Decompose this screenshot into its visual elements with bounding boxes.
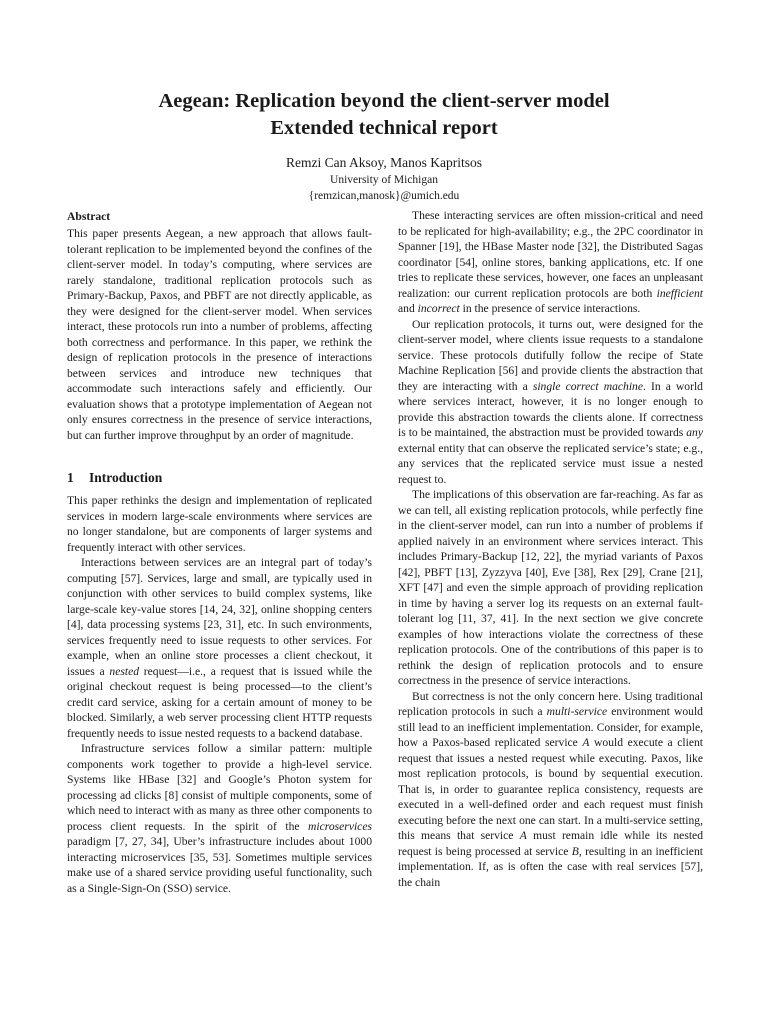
title-block	[0, 88, 768, 204]
body-paragraph-4: But correctness is not the only concern here. Using traditional replication protocols in such a multi-service environment would still lead to an inefficient implementation. Consider, for example, how a Paxos-based replicated service A would execute a client request that issues a nested request while executing. Paxos, like most replication protocols, is bound by sequential execution. That is, in order to guarantee replica consistency, requests are executed in a well-defined order and each request must finish executing before the next one can start. In a multi-service setting, this means that service A must remain idle while its nested request is being processed at service B, resulting in an inefficient implementation. If, as is often the case with real services [57], the chain	[398, 689, 703, 889]
intro-paragraph-1: This paper rethinks the design and implementation of replicated services in modern large-scale environments where services are no longer standalone, but are components of larger systems and frequently interact with other services.	[67, 494, 372, 554]
body-paragraph-2: Our replication protocols, it turns out, were designed for the client-server model, where clients issue requests to a standalone service. These protocols dutifully follow the recipe of State Machine Replication [56] and provide clients the abstraction that they are interacting with a single correct machine. In a world where services interact, however, it is no longer enough to provide this abstraction towards the clients alone. If correctness is to be maintained, the abstraction must be provided towards any external entity that can observe the replicated service’s state; e.g., any services that the replicated service must issue a nested request to.	[398, 317, 703, 486]
author-list: Remzi Can Aksoy, Manos Kapritsos	[286, 155, 482, 170]
intro-paragraph-3: Infrastructure services follow a similar pattern: multiple components work together to provide a high-level service. Systems like HBase [32] and Google’s Photon system for processing ad clicks [8] consist of multiple components, some of which need to interact with as many as three other components to process client requests. In the spirit of the microservices paradigm [7, 27, 34], Uber’s infrastructure includes about 1000 interacting microservices [35, 53]. Sometimes multiple services make use of a shared service providing useful functionality, such as a Single-Sign-On (SSO) service.	[67, 742, 372, 895]
abstract-heading: Abstract	[67, 210, 111, 223]
paper-title-line2: Extended technical report	[270, 117, 498, 139]
author-email: {remzican,manosk}@umich.edu	[308, 190, 460, 202]
right-column	[398, 208, 703, 890]
section-heading-introduction	[67, 469, 372, 487]
body-paragraph-1: These interacting services are often mission-critical and need to be replicated for high-availability; e.g., the 2PC coordinator in Spanner [19], the HBase Master node [32], the Distributed Sagas coordinator [54], online stores, banking applications, etc. If one tries to replicate these services, however, one faces an unpleasant realization: our current replication protocols are both inefficient and incorrect in the presence of service interactions.	[398, 209, 703, 315]
paper-title-line1: Aegean: Replication beyond the client-server model	[158, 90, 610, 112]
affiliation: University of Michigan	[330, 174, 438, 186]
body-paragraph-3: The implications of this observation are far-reaching. As far as we can tell, all existing replication protocols, while perfectly fine in the client-server model, can run into a number of problems if applied naively in an environment where services interact. This includes Primary-Backup [12, 22], the myriad variants of Paxos [42], PBFT [13], Zyzzyva [40], Eve [38], Rex [29], Crane [21], XFT [47] and even the simple approach of providing replication in time by having a server log its requests on an external fault-tolerant log [11, 37, 41]. In the next section we give concrete examples of how interactions violate the correctness of these replication protocols. One of the contributions of this paper is to rethink the design of replication protocols and to ensure correctness in the presence of service interactions.	[398, 488, 703, 687]
section-title: Introduction	[89, 470, 163, 485]
abstract-text: This paper presents Aegean, a new approach that allows fault-tolerant replication to be implemented beyond the confines of the client-server model. In today’s computing, where services are rarely standalone, traditional replication protocols such as Primary-Backup, Paxos, and PBFT are not directly applicable, as they were designed for the client-server model. When services interact, these protocols run into a number of problems, affecting both correctness and performance. In this paper, we rethink the design of replication protocols in the presence of interactions between services and introduce new techniques that accommodate such interactions safely and efficiently. Our evaluation shows that a prototype implementation of Aegean not only ensures correctness in the presence of service interactions, but can further improve throughput by an order of magnitude.	[67, 227, 372, 442]
section-number: 1	[67, 470, 74, 485]
left-column	[67, 208, 372, 896]
intro-paragraph-2: Interactions between services are an integral part of today’s computing [57]. Services, large and small, are typically used in conjunction with other services to build complex systems, like large-scale key-value stores [14, 24, 32], online shopping centers [4], data processing systems [23, 31], etc. In such environments, services frequently need to issue requests to other services. For example, when an online store processes a client checkout, it issues a nested request—i.e., a request that is issued while the original checkout request is being processed—to the client’s credit card service, asking for a certain amount of money to be blocked. Similarly, a web server processing client HTTP requests frequently needs to issue nested requests to a backend database.	[67, 556, 372, 740]
